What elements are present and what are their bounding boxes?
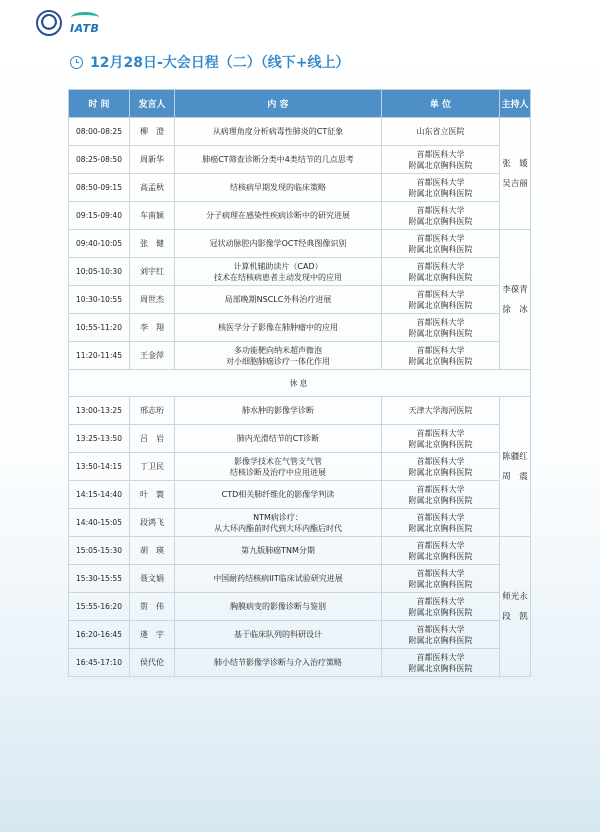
- time-cell: 13:00-13:25: [69, 397, 130, 425]
- table-row: [69, 397, 531, 425]
- table-row: [69, 481, 531, 509]
- unit-cell-line: 首都医科大学: [416, 205, 465, 215]
- table-row: [69, 453, 531, 481]
- content-cell: [175, 649, 382, 677]
- unit-cell-line: 首都医科大学: [416, 149, 465, 159]
- host-cell: [500, 230, 531, 370]
- time-cell: 10:55-11:20: [69, 314, 130, 342]
- unit-cell: [382, 230, 500, 258]
- unit-cell-line: 附属北京胸科医院: [408, 635, 473, 645]
- time-cell: 13:50-14:15: [69, 453, 130, 481]
- content-cell: [175, 481, 382, 509]
- content-cell: [175, 621, 382, 649]
- unit-cell-line: 首都医科大学: [416, 484, 465, 494]
- content-cell-line: 胸膜病变的影像诊断与鉴别: [230, 602, 326, 611]
- unit-cell-line: 首都医科大学: [416, 233, 465, 243]
- content-cell-line: 肺小结节影像学诊断与介入治疗策略: [214, 658, 342, 667]
- content-cell: [175, 118, 382, 146]
- content-cell-line: 从病理角度分析病毒性肺炎的CT征象: [212, 127, 344, 136]
- society-seal-logo: [36, 10, 62, 36]
- content-cell: [175, 258, 382, 286]
- unit-cell: [382, 314, 500, 342]
- iatb-logo-text: IATB: [70, 22, 100, 35]
- speaker-cell: 逄 宇: [130, 621, 175, 649]
- unit-cell-line: 附属北京胸科医院: [408, 300, 473, 310]
- content-cell-line: 多功能靶向纳米超声微泡: [234, 345, 322, 355]
- unit-cell-line: 首都医科大学: [416, 540, 465, 550]
- speaker-cell: 周世杰: [130, 286, 175, 314]
- time-cell: 14:40-15:05: [69, 509, 130, 537]
- unit-cell: [382, 453, 500, 481]
- unit-cell: [382, 258, 500, 286]
- host-name: 张 媛: [502, 158, 528, 169]
- host-cell: [500, 397, 531, 537]
- unit-cell-line: 首都医科大学: [416, 261, 465, 271]
- content-cell: [175, 397, 382, 425]
- table-row: [69, 649, 531, 677]
- content-cell: [175, 146, 382, 174]
- content-cell-line: 计算机辅助读片（CAD）: [233, 261, 323, 271]
- table-row: [69, 258, 531, 286]
- unit-cell: [382, 425, 500, 453]
- unit-cell-line: 首都医科大学: [416, 568, 465, 578]
- iatb-logo: [70, 12, 99, 34]
- content-cell-line: 结核病早期发现的临床策略: [230, 183, 326, 192]
- time-cell: 10:05-10:30: [69, 258, 130, 286]
- content-cell: [175, 230, 382, 258]
- time-cell: 08:25-08:50: [69, 146, 130, 174]
- host-name: 吴吉丽: [502, 178, 528, 189]
- unit-cell-line: 首都医科大学: [416, 596, 465, 606]
- clock-icon: [70, 56, 83, 69]
- unit-cell: [382, 649, 500, 677]
- unit-cell-line: 附属北京胸科医院: [408, 244, 473, 254]
- content-cell: [175, 593, 382, 621]
- speaker-cell: 丁卫民: [130, 453, 175, 481]
- time-cell: 08:50-09:15: [69, 174, 130, 202]
- time-cell: 15:30-15:55: [69, 565, 130, 593]
- time-cell: 15:55-16:20: [69, 593, 130, 621]
- unit-cell-line: 山东省立医院: [416, 127, 465, 136]
- content-cell: [175, 286, 382, 314]
- content-cell-line: 肺水肿的影像学诊断: [242, 406, 314, 415]
- host-name: 周 震: [502, 471, 528, 482]
- unit-cell-line: 首都医科大学: [416, 177, 465, 187]
- table-row: [69, 425, 531, 453]
- speaker-cell: 李 翔: [130, 314, 175, 342]
- time-cell: 09:40-10:05: [69, 230, 130, 258]
- host-name: 陈疆红: [502, 451, 528, 462]
- unit-cell: [382, 174, 500, 202]
- host-cell: [500, 537, 531, 677]
- unit-cell-line: 附属北京胸科医院: [408, 216, 473, 226]
- table-row: [69, 146, 531, 174]
- unit-cell-line: 首都医科大学: [416, 345, 465, 355]
- unit-cell-line: 天津大学海河医院: [408, 406, 473, 415]
- unit-cell-line: 附属北京胸科医院: [408, 663, 473, 673]
- content-cell-line: 核医学分子影像在肺肿瘤中的应用: [218, 323, 338, 332]
- table-row: [69, 230, 531, 258]
- host-name: 段 凯: [502, 611, 528, 622]
- header-logos: [36, 10, 99, 36]
- content-cell-line: 肺内光滑结节的CT诊断: [236, 434, 320, 443]
- unit-cell-line: 首都医科大学: [416, 456, 465, 466]
- column-header-content: 内 容: [175, 90, 382, 118]
- content-cell-line: 局部晚期NSCLC外科治疗进展: [224, 295, 332, 304]
- time-cell: 13:25-13:50: [69, 425, 130, 453]
- column-header-speaker: 发言人: [130, 90, 175, 118]
- unit-cell: [382, 202, 500, 230]
- unit-cell-line: 首都医科大学: [416, 317, 465, 327]
- content-cell: [175, 537, 382, 565]
- unit-cell: [382, 397, 500, 425]
- content-cell: [175, 314, 382, 342]
- column-header-time: 时 间: [69, 90, 130, 118]
- content-cell: [175, 565, 382, 593]
- table-row: [69, 565, 531, 593]
- content-cell-line: 肺癌CT筛查诊断分类中4类结节的几点思考: [202, 155, 354, 164]
- unit-cell: [382, 537, 500, 565]
- content-cell-line: 对小细胞肺癌诊疗一体化作用: [226, 356, 330, 366]
- column-header-unit: 单 位: [382, 90, 500, 118]
- table-row: [69, 314, 531, 342]
- speaker-cell: 吕 岩: [130, 425, 175, 453]
- speaker-cell: 叶 寰: [130, 481, 175, 509]
- unit-cell-line: 附属北京胸科医院: [408, 188, 473, 198]
- unit-cell-line: 首都医科大学: [416, 428, 465, 438]
- content-cell: [175, 342, 382, 370]
- content-cell-line: 结核诊断及治疗中应用进展: [230, 467, 326, 477]
- unit-cell: [382, 509, 500, 537]
- speaker-cell: 柳 澄: [130, 118, 175, 146]
- time-cell: 11:20-11:45: [69, 342, 130, 370]
- table-row: [69, 509, 531, 537]
- content-cell-line: 分子病理在感染性疾病诊断中的研究进展: [206, 211, 350, 220]
- speaker-cell: 高孟秋: [130, 174, 175, 202]
- unit-cell-line: 首都医科大学: [416, 624, 465, 634]
- time-cell: 08:00-08:25: [69, 118, 130, 146]
- content-cell-line: NTM病诊疗：: [253, 512, 303, 522]
- unit-cell-line: 附属北京胸科医院: [408, 160, 473, 170]
- table-row: [69, 621, 531, 649]
- unit-cell-line: 附属北京胸科医院: [408, 439, 473, 449]
- speaker-cell: 侯代伦: [130, 649, 175, 677]
- schedule-heading: [70, 52, 350, 72]
- time-cell: 16:20-16:45: [69, 621, 130, 649]
- host-name: 李葆青: [502, 284, 528, 295]
- table-row: [69, 202, 531, 230]
- time-cell: 09:15-09:40: [69, 202, 130, 230]
- time-cell: 16:45-17:10: [69, 649, 130, 677]
- time-cell: 14:15-14:40: [69, 481, 130, 509]
- content-cell: [175, 453, 382, 481]
- unit-cell: [382, 146, 500, 174]
- unit-cell-line: 附属北京胸科医院: [408, 467, 473, 477]
- unit-cell-line: 附属北京胸科医院: [408, 579, 473, 589]
- content-cell-line: 基于临床队列的科研设计: [234, 630, 322, 639]
- speaker-cell: 邢志珩: [130, 397, 175, 425]
- time-cell: 10:30-10:55: [69, 286, 130, 314]
- table-row: [69, 174, 531, 202]
- speaker-cell: 聂文娟: [130, 565, 175, 593]
- unit-cell-line: 首都医科大学: [416, 512, 465, 522]
- unit-cell-line: 附属北京胸科医院: [408, 356, 473, 366]
- content-cell: [175, 174, 382, 202]
- unit-cell-line: 首都医科大学: [416, 652, 465, 662]
- unit-cell-line: 首都医科大学: [416, 289, 465, 299]
- host-cell: [500, 118, 531, 230]
- table-row: [69, 118, 531, 146]
- break-row: [69, 370, 531, 397]
- unit-cell: [382, 118, 500, 146]
- unit-cell: [382, 342, 500, 370]
- speaker-cell: 张 健: [130, 230, 175, 258]
- unit-cell-line: 附属北京胸科医院: [408, 551, 473, 561]
- unit-cell-line: 附属北京胸科医院: [408, 523, 473, 533]
- unit-cell: [382, 621, 500, 649]
- table-header-row: [69, 90, 531, 118]
- content-cell-line: 冠状动脉腔内影像学OCT经典图像识别: [209, 239, 347, 248]
- content-cell: [175, 425, 382, 453]
- unit-cell-line: 附属北京胸科医院: [408, 495, 473, 505]
- content-cell-line: CTD相关肺纤维化的影像学判读: [221, 490, 335, 499]
- content-cell-line: 中国耐药结核病IIT临床试验研究进展: [213, 574, 343, 583]
- page-title: 12月28日-大会日程（二）（线下+线上）: [90, 55, 350, 71]
- time-cell: 15:05-15:30: [69, 537, 130, 565]
- content-cell: [175, 202, 382, 230]
- speaker-cell: 段鸿飞: [130, 509, 175, 537]
- speaker-cell: 周新华: [130, 146, 175, 174]
- host-name: 徐 冰: [502, 304, 528, 315]
- break-label: 休息: [69, 370, 531, 397]
- speaker-cell: 贺 伟: [130, 593, 175, 621]
- table-row: [69, 342, 531, 370]
- table-row: [69, 593, 531, 621]
- content-cell: [175, 509, 382, 537]
- speaker-cell: 车南颖: [130, 202, 175, 230]
- column-header-host: 主持人: [500, 90, 531, 118]
- table-row: [69, 286, 531, 314]
- content-cell-line: 技术在结核病患者主动发现中的应用: [214, 272, 342, 282]
- unit-cell: [382, 286, 500, 314]
- unit-cell-line: 附属北京胸科医院: [408, 272, 473, 282]
- speaker-cell: 王金萍: [130, 342, 175, 370]
- unit-cell-line: 附属北京胸科医院: [408, 607, 473, 617]
- table-row: [69, 537, 531, 565]
- content-cell-line: 影像学技术在气管支气管: [234, 456, 322, 466]
- unit-cell-line: 附属北京胸科医院: [408, 328, 473, 338]
- content-cell-line: 从大环内酯前时代到大环内酯后时代: [214, 523, 342, 533]
- unit-cell: [382, 565, 500, 593]
- unit-cell: [382, 481, 500, 509]
- speaker-cell: 胡 瑛: [130, 537, 175, 565]
- unit-cell: [382, 593, 500, 621]
- speaker-cell: 刘宇红: [130, 258, 175, 286]
- host-name: 师光永: [502, 591, 528, 602]
- content-cell-line: 第九版肺癌TNM分期: [241, 546, 315, 555]
- schedule-table: [68, 89, 531, 677]
